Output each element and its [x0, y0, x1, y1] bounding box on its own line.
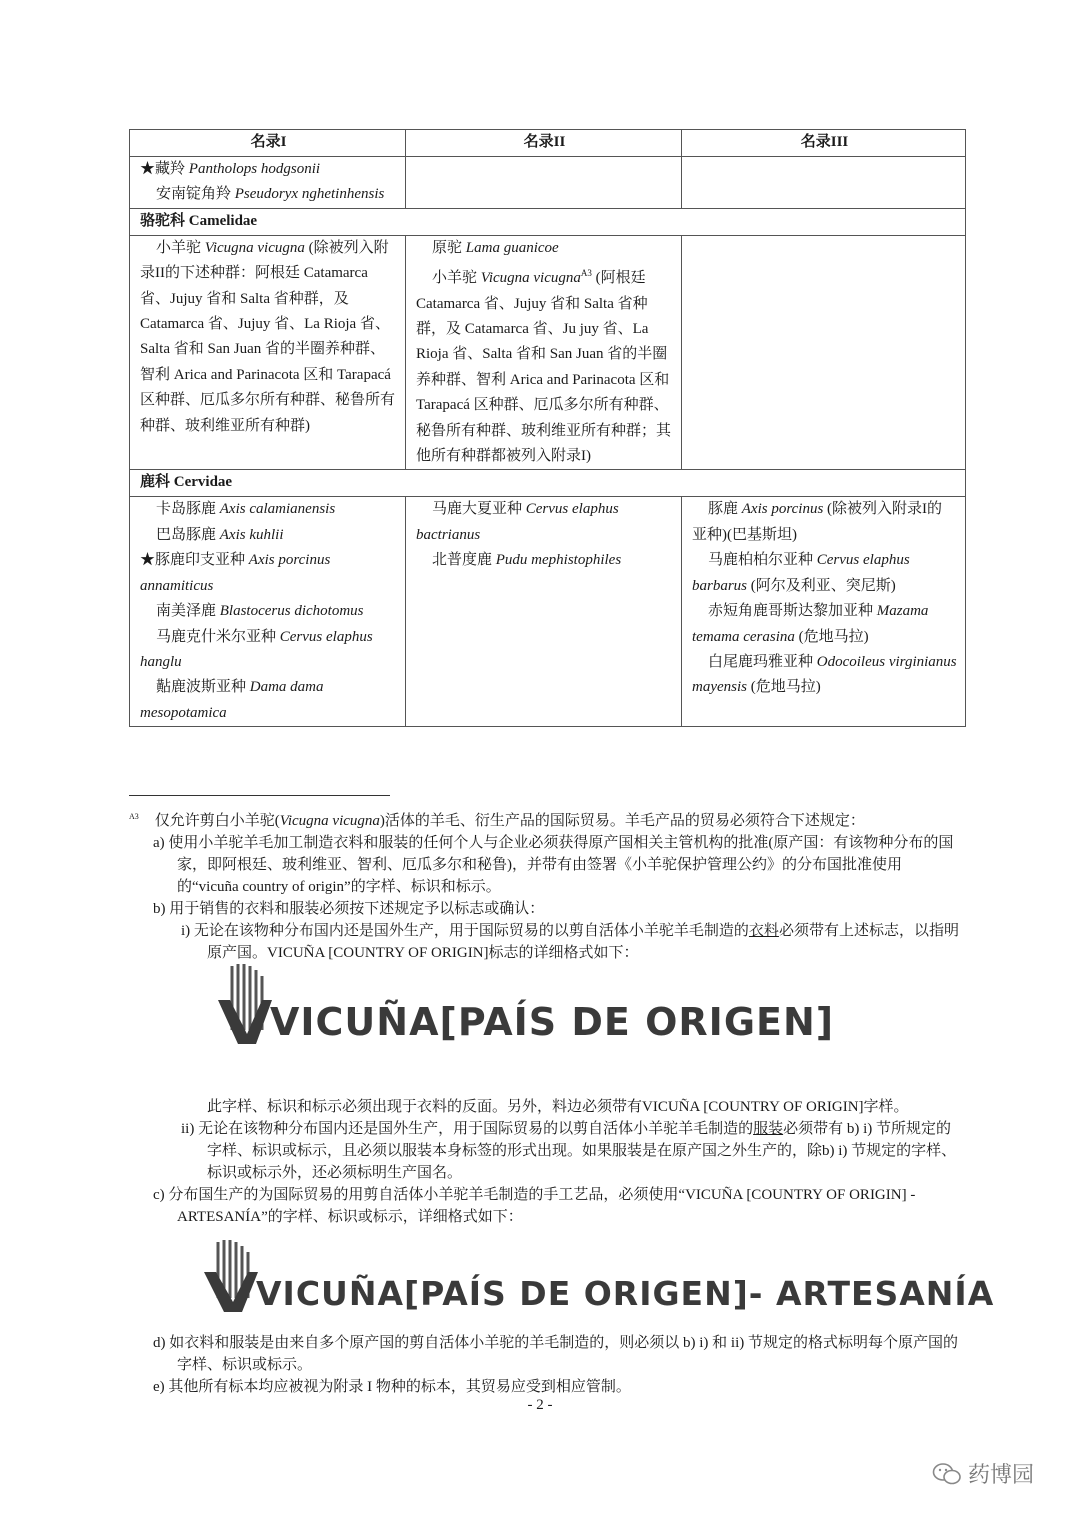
watermark-text: 药博园 [968, 1463, 1035, 1488]
footnote-item-c: c) 分布国生产的为国际贸易的用剪自活体小羊驼羊毛制造的手工艺品，必须使用“VICUÑA [COUNTRY OF ORIGIN] - ARTESANÍA”的字样、标识或标示，详细格式如下： [153, 1187, 916, 1225]
species-entry: ★藏羚 Pantholops hodgsonii [140, 161, 321, 177]
vicuna-artesania-logo [200, 1236, 994, 1316]
species-entry: ★豚鹿印支亚种 Axis porcinus annamiticus [140, 552, 331, 594]
footnote-item-d: d) 如衣料和服装是由来自多个原产国的剪自活体小羊驼的羊毛制造的，则必须以 b) i) 和 ii) 节规定的格式标明每个原产国的字样、标识或标示。 [153, 1335, 958, 1373]
species-entry: 赤短角鹿哥斯达黎加亚种 Mazama temama cerasina (危地马拉) [692, 603, 929, 645]
cell-appendix-2 [406, 157, 682, 209]
vicuna-head-icon [214, 960, 274, 1048]
table-row [130, 235, 966, 470]
family-row [130, 470, 966, 497]
family-heading: 鹿科 Cervidae [130, 470, 966, 497]
species-entry: 小羊驼 Vicugna vicugna (除被列入附录II的下述种群：阿根廷 Catamarca 省、Jujuy 省和 Salta 省种群，及 Catamarca 省、Jujuy 省、La Rioja 省、Salta 省和 San Juan 省的半圈养种群、智利 Arica and Parinacota 区和 Tarapacá 区种群、厄瓜多尔所有种群、秘鲁所有种群、玻利维亚所有种群) [140, 239, 396, 434]
footnote-item-a: a) 使用小羊驼羊毛加工制造衣料和服装的任何个人与企业必须获得原产国相关主管机构的批准(原产国：有该物种分布的国家，即阿根廷、玻利维亚、智利、厄瓜多尔和秘鲁)，并带有由签署《小羊驼保护管理公约》的分布国批准使用的“vicuña country of origin”的字样、标识和标示。 [153, 835, 954, 895]
species-entry: 马鹿大夏亚种 Cervus elaphus bactrianus [416, 501, 619, 543]
species-entry: 小羊驼 Vicugna vicugna$^{A3}$ (阿根廷 Catamarca 省、Jujuy 省和 Salta 省种群，及 Catamarca 省、Ju juy 省、La Rioja 省、Salta 省和 San Juan 省的半圈养种群、智利 Arica and Parinacota 区和 Tarapacá 区种群、厄瓜多尔所有种群、秘鲁所有种群、玻利维亚所有种群；其他所有种群都被列入附录I) [416, 268, 672, 465]
species-entry: 马鹿柏柏尔亚种 Cervus elaphus barbarus (阿尔及利亚、突尼斯) [692, 552, 910, 594]
family-row [130, 208, 966, 235]
species-entry: 巴岛豚鹿 Axis kuhlii [156, 526, 284, 543]
vicuna-head-icon [200, 1236, 260, 1316]
wechat-icon [932, 1461, 962, 1487]
species-entry: 豚鹿 Axis porcinus (除被列入附录I的亚种)(巴基斯坦) [692, 501, 943, 543]
table-row [130, 497, 966, 727]
cell-appendix-2 [406, 235, 682, 470]
cell-appendix-3 [682, 497, 966, 727]
footnote-mark: A3 [129, 812, 139, 821]
header-appendix-1: 名录I [130, 130, 406, 157]
logo-text: VICUÑA[PAÍS DE ORIGEN]- ARTESANÍA [256, 1274, 995, 1313]
footnote-item-b-i: i) 无论在该物种分布国内还是国外生产，用于国际贸易的以剪自活体小羊驼羊毛制造的衣料必须带有上述标志，以指明原产国。VICUÑA [COUNTRY OF ORIGIN]标志的详细格式如下： [181, 923, 959, 961]
footnote-item-b-ii: ii) 无论在该物种分布国内还是国外生产，用于国际贸易的以剪自活体小羊驼羊毛制造的服装必须带有 b) i) 节所规定的字样、标识或标示，且必须以服装本身标签的形式出现。如果服装是在原产国之外生产的，除b) i) 节规定的字样、标识或标示外，还必须标明生产国名。 [181, 1121, 957, 1181]
species-entry: 白尾鹿玛雅亚种 Odocoileus virginianus mayensis (危地马拉) [692, 653, 957, 696]
header-appendix-2: 名录II [406, 130, 682, 157]
cell-appendix-2 [406, 497, 682, 727]
species-entry: 北普度鹿 Pudu mephistophiles [432, 552, 622, 569]
species-entry: 马鹿克什米尔亚种 Cervus elaphus hanglu [140, 628, 373, 670]
species-entry: 原驼 Lama guanicoe [432, 239, 559, 256]
footnote-item-b: b) 用于销售的衣料和服装必须按下述规定予以标志或确认： [153, 901, 545, 917]
footnote-item-b-i-note: 此字样、标识和标示必须出现于衣料的反面。另外，料边必须带有VICUÑA [COUNTRY OF ORIGIN]字样。 [207, 1099, 909, 1115]
cell-appendix-3 [682, 157, 966, 209]
header-appendix-3: 名录III [682, 130, 966, 157]
species-entry: 南美泽鹿 Blastocerus dichotomus [156, 603, 364, 620]
cell-appendix-1 [130, 497, 406, 727]
species-entry: 安南锭角羚 Pseudoryx nghetinhensis [156, 186, 385, 203]
family-heading: 骆驼科 Camelidae [130, 208, 966, 235]
table-header-row [130, 130, 966, 157]
species-entry: 黇鹿波斯亚种 Dama dama mesopotamica [140, 679, 324, 721]
cell-appendix-1 [130, 157, 406, 209]
page-number: - 2 - [527, 1397, 553, 1413]
footnote-item-e: e) 其他所有标本均应被视为附录 I 物种的标本，其贸易应受到相应管制。 [153, 1379, 631, 1395]
watermark [932, 1458, 1034, 1489]
cites-appendix-table [129, 129, 966, 727]
cell-appendix-3 [682, 235, 966, 470]
footnote-intro: $^{A3}$ 仅允许剪白小羊驼(Vicugna vicugna)活体的羊毛、衍生产品的国际贸易。羊毛产品的贸易必须符合下述规定： [129, 812, 865, 829]
species-entry: 卡岛豚鹿 Axis calamianensis [156, 501, 336, 518]
footnote-rule [129, 795, 390, 796]
vicuna-country-of-origin-logo [214, 960, 834, 1048]
logo-text: VICUÑA[PAÍS DE ORIGEN] [270, 1000, 835, 1044]
cell-appendix-1 [130, 235, 406, 470]
table-row [130, 157, 966, 209]
